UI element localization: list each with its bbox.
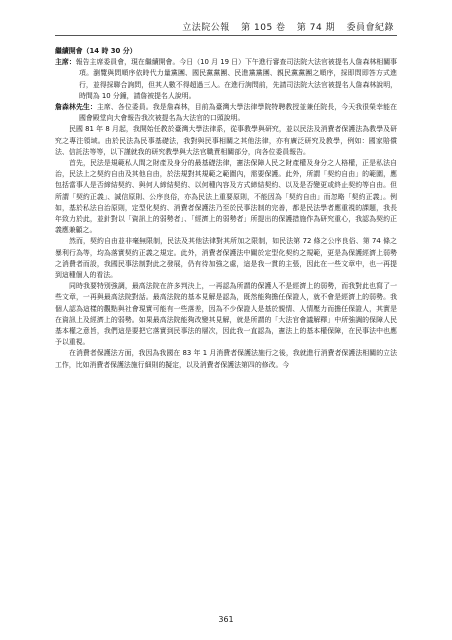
speech-text: 主席、各位委員。我是詹森林，目前為臺灣大學法律學院特聘教授並兼任院長，今天我很榮幸能在國會殿堂向大會報告我次被提名為大法官的口頭說明。: [79, 103, 397, 123]
body-paragraph: 在消費者保護法方面，我因為我國在 83 年 1 月消費者保護法施行之後，我就進行消費者保護法相關的立法工作，比如消費者保護法施行細則的擬定，以及消費者保護法第四的修改。今: [55, 349, 397, 369]
publication-name: 立法院公報: [182, 23, 230, 33]
page-header: [174, 20, 394, 33]
body-paragraph: 首先，民法是規範私人間之財產及身分的最基礎法律，憲法保障人民之財產權及身分之人格權，正是私法自治，民法上之契約自由及其他自由，於法規對其規範之範圍內，需要保護。此外，所謂「契約自由」的範圍，應包括當事人是否締結契約、與何人締結契約、以何種內容及方式締結契約、以及是否變更或終止契約等自由。但所謂「契約正義」、誠信原則、公序良俗，亦為民法上重要原則，不能因為「契約自由」而忽略「契約正義」。例如，基於私法自治原則，定型化契約、消費者保護法乃至於民事法制的完善，都是民法學者應重視的課題，我長年致力於此，並針對以「資訊上的弱勢者」、「經濟上的弱勢者」所提出的保護措施作為研究重心，我認為契約正義應兼顧之。: [55, 159, 397, 235]
issue-label: 第 74 期: [296, 23, 336, 33]
header-rule: [55, 35, 397, 36]
speech-text: 報告主席委員會，現在繼續開會。今日（10 月 19 日）下午進行審查司法院大法官被提名人詹森林相關事項。瀏覽與問順序依時代力量黨團、國民黨黨團、民進黨黨團、親民黨黨團之順序，採即問即答方式進行，並得採聯合詢問，但其人數不得超過三人。在進行詢問前，先請司法院大法官被提名人詹森林說明，時間為 10 分鐘，請詹被提名人說明。: [75, 58, 397, 100]
document-body: [55, 46, 397, 371]
body-paragraph: 民國 81 年 8 月起，我開始任教於臺灣大學法律系，從事教學與研究，並以民法及消費者保護法為教學及研究之專注領域。由於民法為民事基礎法，我對與民事相關之其他法律，亦有廣泛研究及教學，例如：國家賠償法、信託法等等，以下謹就我的研究教學與大法官職責相關部分，向各位委員報告。: [55, 125, 397, 156]
body-paragraph: 同時我要特別強調，最高法院在許多判決上，一再認為所謂的保護人不是經濟上的弱勢，而我對此也寫了一些文章，一再與最高法院對話。最高法院的基本見解是認為，既然能夠擔任保證人，就不會是經濟上的弱勢。我個人認為這樣的觀點與社會現實可能有一些落差，因為不少保證人是基於親情、人情壓力而擔任保證人，其實是在資訊上及經濟上的弱勢。如果最高法院能夠改變其見解，就是所謂的「大法官會議解釋」中所強調的保障人民基本權之意旨，我們這是要把它落實到民事法的層次，因此我一直認為，憲法上的基本權保障，在民事法中也應予以重視。: [55, 282, 397, 347]
paragraph-chair: [55, 57, 397, 102]
volume-label: 第 105 卷: [241, 23, 286, 33]
body-paragraph: 然而，契約自由並非毫無限制，民法及其他法律對其所加之限制，如民法第 72 條之公序良俗、第 74 條之暴利行為等，均為落實契約正義之規定。此外，消費者保護法中關於定型化契約之規範，更是為保護經濟上弱勢之消費者而設，我國民事法制對此之發展，仍有待加強之處，這是我一貫的主張，因此在一些文章中，也一再提到這種個人的看法。: [55, 237, 397, 280]
section-label: 委員會紀錄: [346, 23, 394, 33]
speaker-name: 詹森林先生：: [55, 103, 97, 112]
speaker-name: 主席：: [55, 58, 76, 67]
paragraph-nominee: [55, 102, 397, 124]
session-heading: 繼續開會（14 時 30 分）: [55, 47, 137, 55]
page-number: 361: [218, 615, 234, 624]
